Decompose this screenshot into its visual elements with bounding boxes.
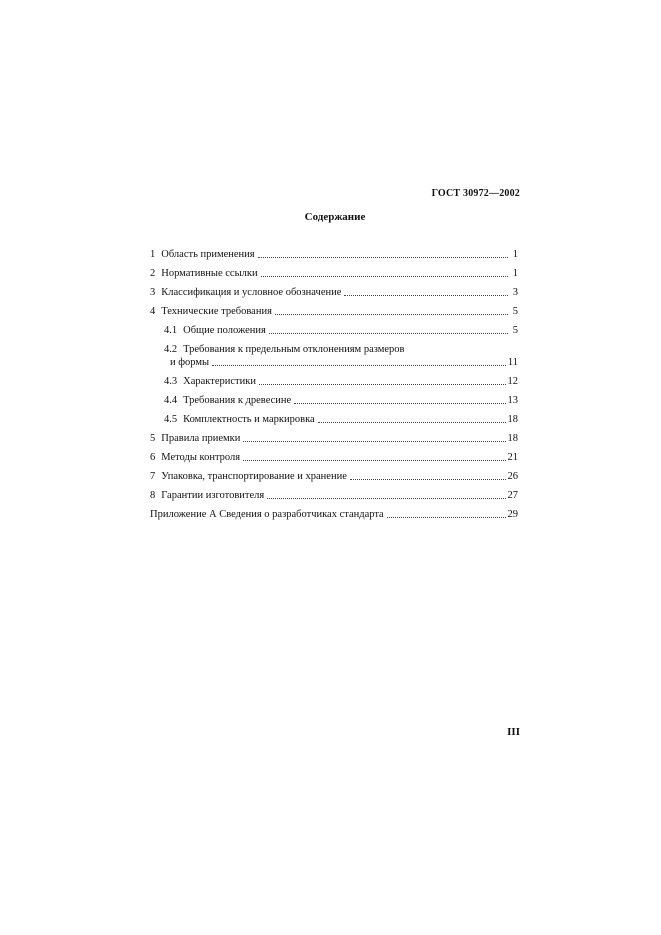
toc-entry-number: 7 <box>150 471 156 482</box>
toc-entry-number: 6 <box>150 452 156 463</box>
toc-leader-dots <box>258 256 508 258</box>
toc-leader-dots <box>318 421 506 423</box>
toc-entry-3[interactable] <box>150 286 518 299</box>
toc-entry-label: Общие положения <box>183 325 266 336</box>
toc-entry-page: 12 <box>507 376 518 387</box>
toc-entry-appendix-a[interactable] <box>150 508 518 521</box>
toc-entry-4-5[interactable] <box>150 413 518 426</box>
toc-entry-4-2[interactable] <box>150 343 518 369</box>
toc-entry-number: 3 <box>150 287 156 298</box>
toc-leader-dots <box>243 459 505 461</box>
toc-entry-label-continuation: и формы <box>170 357 210 368</box>
toc-entry-6[interactable] <box>150 451 518 464</box>
toc-entry-page: 5 <box>512 325 518 336</box>
toc-entry-label: Требования к предельным отклонениям размеров <box>183 344 405 355</box>
toc-leader-dots <box>294 402 505 404</box>
toc-entry-label: Технические требования <box>161 306 272 317</box>
toc-entry-number: 1 <box>150 249 156 260</box>
toc-entry-number: 4.4 <box>164 395 178 406</box>
toc-entry-4-1[interactable] <box>150 324 518 337</box>
toc-entry-4-4[interactable] <box>150 394 518 407</box>
toc-leader-dots <box>275 313 508 315</box>
toc-entry-4[interactable] <box>150 305 518 318</box>
toc-entry-label: Методы контроля <box>161 452 241 463</box>
page-number: III <box>507 726 520 738</box>
toc-entry-number: 2 <box>150 268 156 279</box>
toc-entry-7[interactable] <box>150 470 518 483</box>
toc-leader-dots <box>350 478 506 480</box>
document-code: ГОСТ 30972—2002 <box>431 188 520 199</box>
toc-entry-page: 5 <box>512 306 518 317</box>
toc-entry-page: 1 <box>512 268 518 279</box>
toc-entry-number: 4.5 <box>164 414 178 425</box>
toc-entry-page: 18 <box>507 433 518 444</box>
toc-leader-dots <box>243 440 505 442</box>
toc-entry-label: Область применения <box>161 249 255 260</box>
toc-leader-dots <box>344 294 508 296</box>
toc-entry-4-3[interactable] <box>150 375 518 388</box>
toc-leader-dots <box>212 364 506 366</box>
toc-entry-8[interactable] <box>150 489 518 502</box>
toc-entry-label: Характеристики <box>183 376 256 387</box>
toc-leader-dots <box>259 383 506 385</box>
toc-entry-number: 8 <box>150 490 156 501</box>
toc-entry-number: 4.2 <box>164 344 178 355</box>
toc-entry-label: Комплектность и маркировка <box>183 414 315 425</box>
toc-entry-label: Классификация и условное обозначение <box>161 287 342 298</box>
toc-entry-number: 4 <box>150 306 156 317</box>
toc-entry-label: Правила приемки <box>161 433 241 444</box>
toc-entry-page: 27 <box>507 490 518 501</box>
toc-title: Содержание <box>304 211 366 223</box>
toc-entry-label: Нормативные ссылки <box>161 268 258 279</box>
toc-entry-label: Приложение А Сведения о разработчиках стандарта <box>150 509 384 520</box>
toc-entry-page: 11 <box>507 357 518 368</box>
toc-entry-number: 5 <box>150 433 156 444</box>
toc-entry-page: 26 <box>507 471 518 482</box>
toc-leader-dots <box>261 275 508 277</box>
toc-entry-page: 21 <box>507 452 518 463</box>
toc-entry-number: 4.1 <box>164 325 178 336</box>
toc-leader-dots <box>267 497 505 499</box>
toc-entry-page: 1 <box>512 249 518 260</box>
toc-entry-page: 3 <box>512 287 518 298</box>
toc-leader-dots <box>387 516 506 518</box>
toc-entry-page: 29 <box>507 509 518 520</box>
toc-entry-label: Гарантии изготовителя <box>161 490 265 501</box>
toc-entry-page: 13 <box>507 395 518 406</box>
toc-entry-2[interactable] <box>150 267 518 280</box>
toc-entry-page: 18 <box>507 414 518 425</box>
toc-entry-1[interactable] <box>150 248 518 261</box>
toc-entry-label: Требования к древесине <box>183 395 292 406</box>
toc-entry-number: 4.3 <box>164 376 178 387</box>
toc-entry-5[interactable] <box>150 432 518 445</box>
toc-entry-label: Упаковка, транспортирование и хранение <box>161 471 347 482</box>
table-of-contents <box>150 248 518 527</box>
toc-leader-dots <box>269 332 508 334</box>
